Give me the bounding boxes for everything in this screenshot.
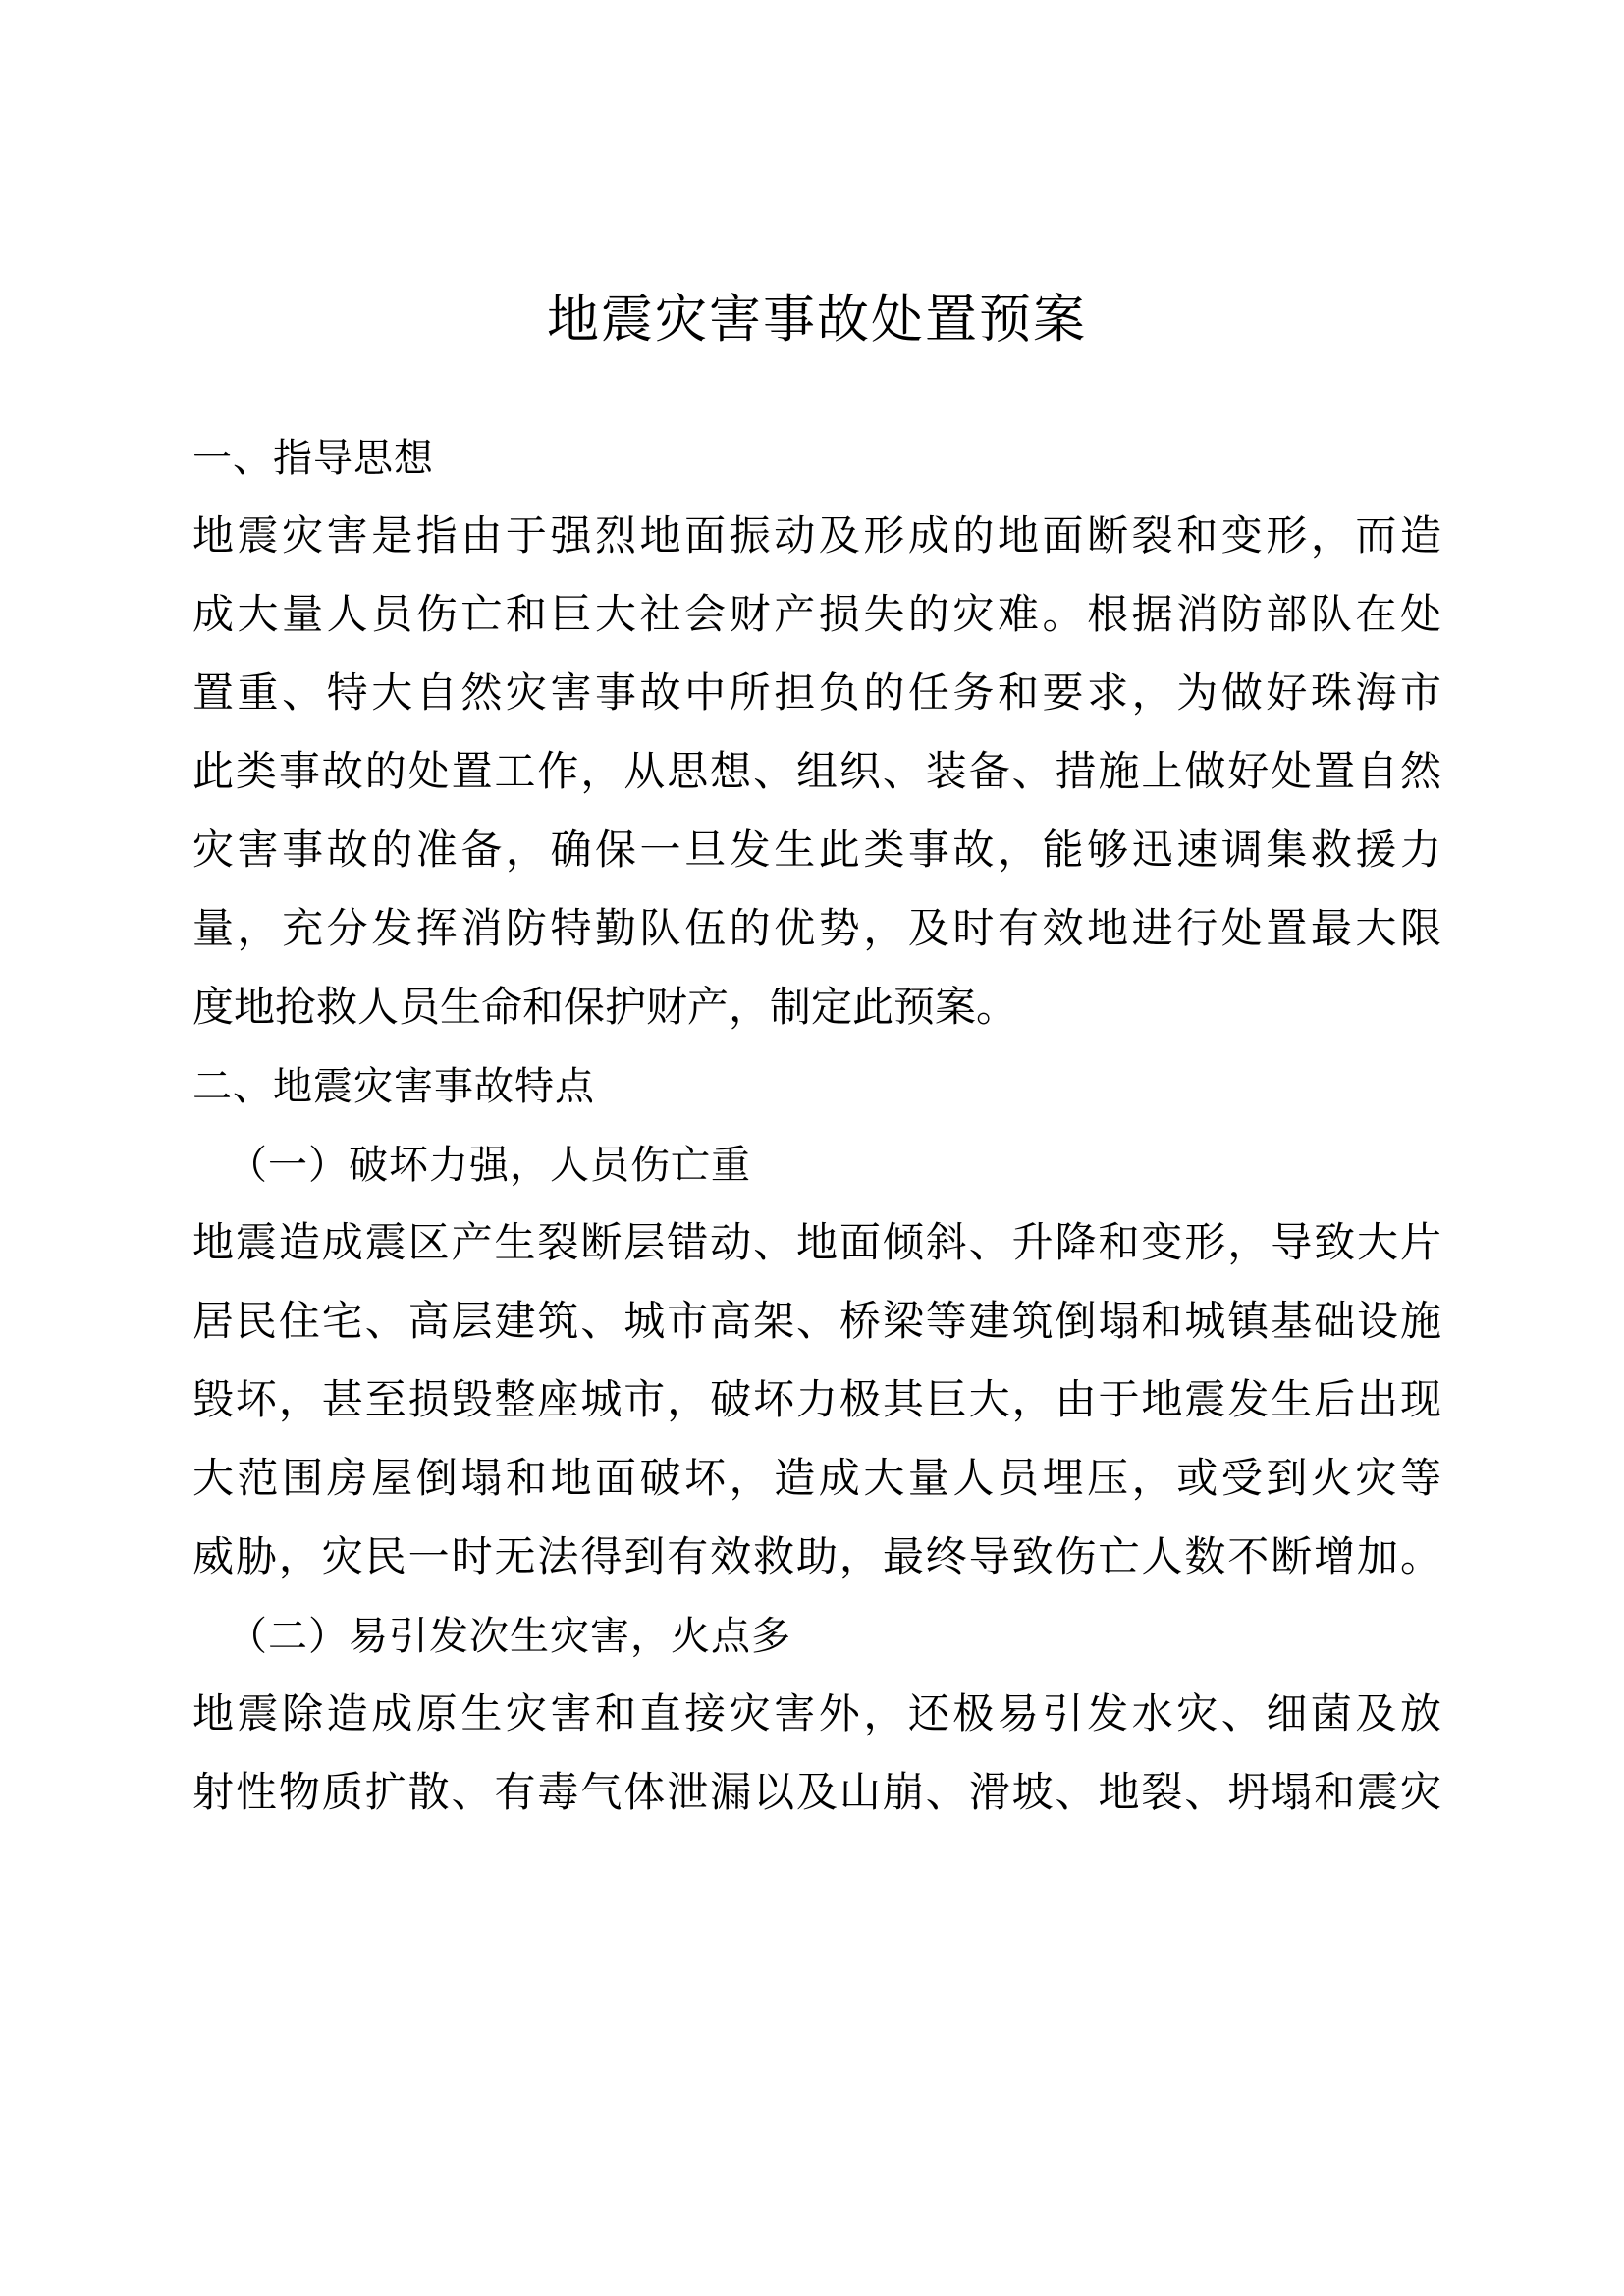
body-line: 度地抢救人员生命和保护财产，制定此预案。 bbox=[192, 983, 1018, 1032]
subsection-heading-2: （二）易引发次生灾害，火点多 bbox=[228, 1614, 791, 1660]
body-line: 威胁，灾民一时无法得到有效救助，最终导致伤亡人数不断增加。 bbox=[192, 1532, 1441, 1581]
section-heading-1: 一、指导思想 bbox=[192, 436, 434, 482]
body-line: 置重、特大自然灾害事故中所担负的任务和要求，为做好珠海市 bbox=[192, 668, 1441, 718]
subsection-heading-1: （一）破坏力强，人员伤亡重 bbox=[228, 1143, 751, 1189]
body-line: 地震除造成原生灾害和直接灾害外，还极易引发水灾、细菌及放 bbox=[192, 1689, 1441, 1738]
body-line: 灾害事故的准备，确保一旦发生此类事故，能够迅速调集救援力 bbox=[192, 826, 1441, 875]
body-line: 地震造成震区产生裂断层错动、地面倾斜、升降和变形，导致大片 bbox=[192, 1218, 1441, 1267]
body-line: 地震灾害是指由于强烈地面振动及形成的地面断裂和变形，而造 bbox=[192, 511, 1441, 561]
body-line: 成大量人员伤亡和巨大社会财产损失的灾难。根据消防部队在处 bbox=[192, 590, 1441, 639]
document-body bbox=[192, 0, 1441, 1817]
body-line: 居民住宅、高层建筑、城市高架、桥梁等建筑倒塌和城镇基础设施 bbox=[192, 1297, 1441, 1346]
body-line: 此类事故的处置工作，从思想、组织、装备、措施上做好处置自然 bbox=[192, 747, 1441, 796]
body-line: 射性物质扩散、有毒气体泄漏以及山崩、滑坡、地裂、坍塌和震灾 bbox=[192, 1768, 1441, 1817]
body-line: 毁坏，甚至损毁整座城市，破坏力极其巨大，由于地震发生后出现 bbox=[192, 1375, 1441, 1424]
page-title: 地震灾害事故处置预案 bbox=[547, 290, 1087, 349]
section-heading-2: 二、地震灾害事故特点 bbox=[192, 1064, 595, 1110]
body-line: 量，充分发挥消防特勤队伍的优势，及时有效地进行处置最大限 bbox=[192, 904, 1441, 953]
body-line: 大范围房屋倒塌和地面破坏，造成大量人员埋压，或受到火灾等 bbox=[192, 1454, 1441, 1503]
